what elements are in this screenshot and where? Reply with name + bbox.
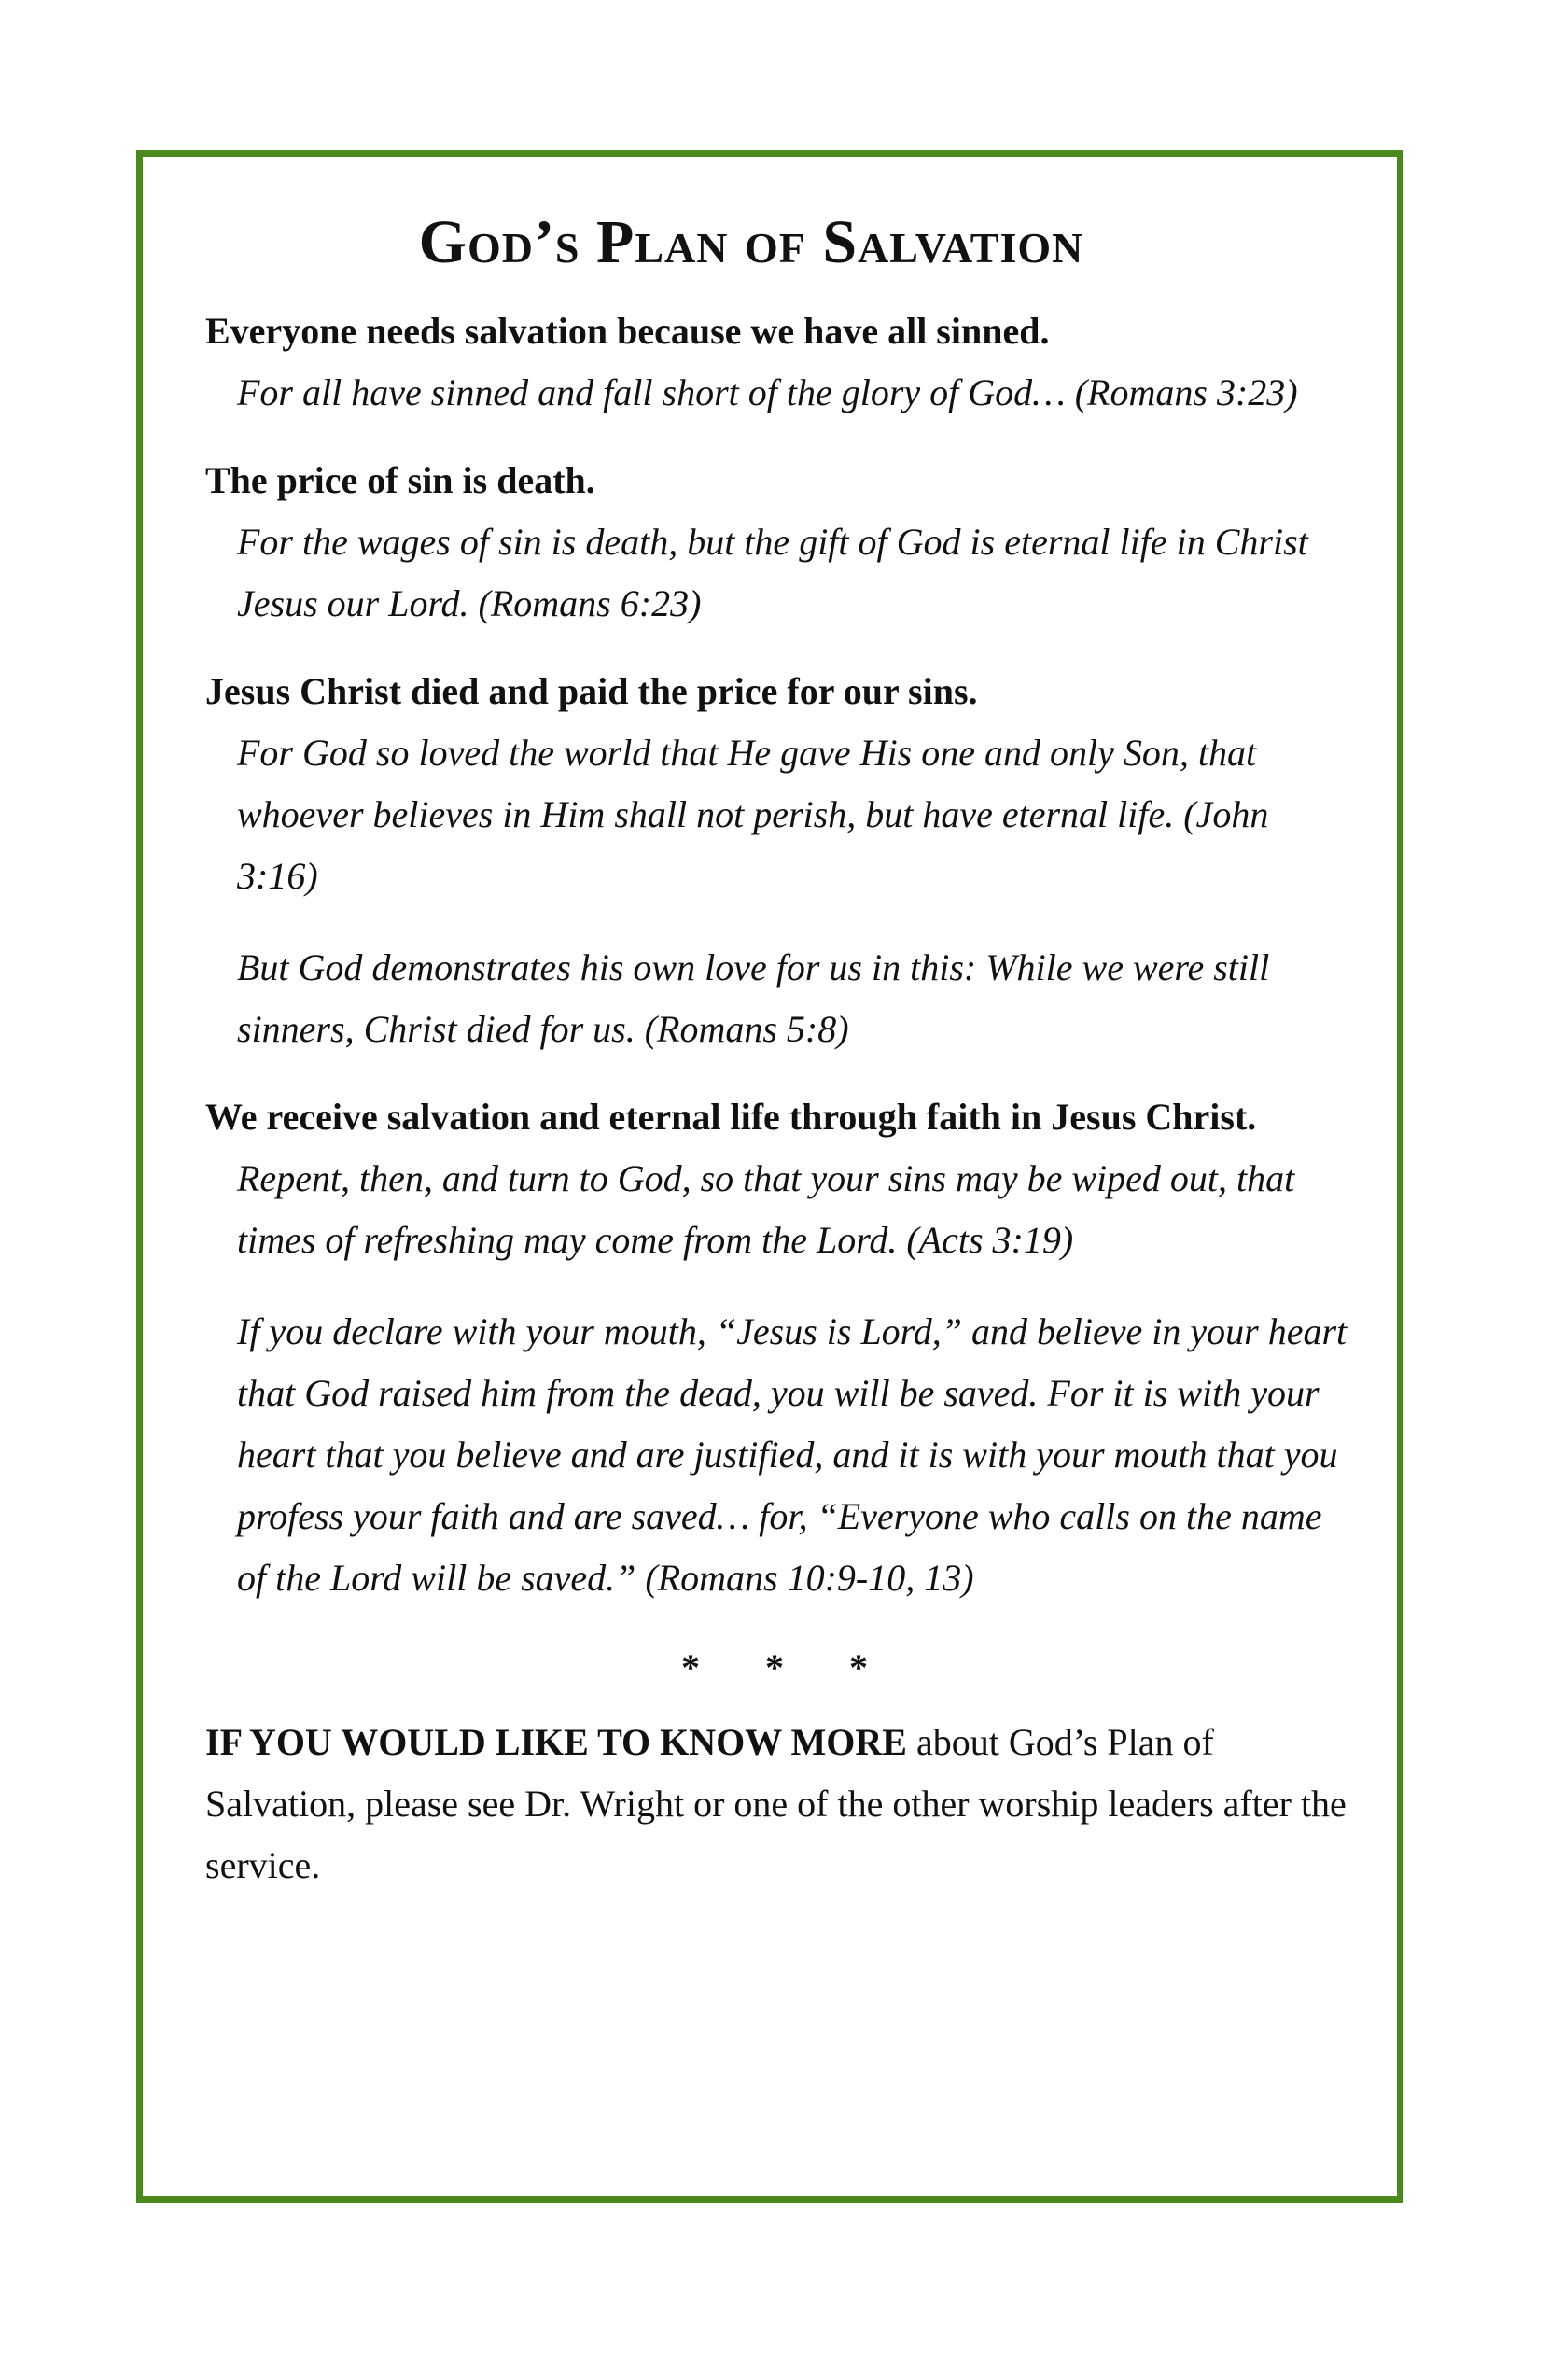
scripture-verse: For all have sinned and fall short of the glory of God… (Romans 3:23) xyxy=(237,371,1298,413)
section-heading: The price of sin is death. xyxy=(205,459,595,501)
page-title: God’s Plan of Salvation xyxy=(418,208,1084,276)
section-jesus-paid xyxy=(205,661,1353,1060)
salvation-card xyxy=(205,205,1353,1897)
section-heading: Jesus Christ died and paid the price for our sins. xyxy=(205,670,978,712)
section-heading: Everyone needs salvation because we have all sinned. xyxy=(205,310,1050,352)
section-price-of-sin xyxy=(205,450,1353,635)
scripture-verse: For God so loved the world that He gave His one and only Son, that whoever believes in Him shall not perish, but have eternal life. (John 3:16) xyxy=(237,732,1269,897)
section-sinned xyxy=(205,301,1353,424)
scripture-verse: But God demonstrates his own love for us in this: While we were still sinners, Christ died for us. (Romans 5:8) xyxy=(237,946,1270,1050)
scripture-verse: If you declare with your mouth, “Jesus is Lord,” and believe in your heart that God raised him from the dead, you will be saved. For it is with your heart that you believe and are justified, and it is with your mouth that you profess your faith and are saved… for, “Everyone who calls on the name of the Lord will be saved.” (Romans 10:9-10, 13) xyxy=(237,1310,1348,1599)
separator: * * * xyxy=(681,1646,896,1688)
scripture-verse: For the wages of sin is death, but the gift of God is eternal life in Christ Jesus our Lord. (Romans 6:23) xyxy=(237,521,1308,624)
section-faith xyxy=(205,1086,1353,1609)
scripture-verse: Repent, then, and turn to God, so that your sins may be wiped out, that times of refreshing may come from the Lord. (Acts 3:19) xyxy=(237,1157,1295,1261)
footer-text: about God’s Plan of Salvation, please see Dr. Wright or one of the other worship leaders after the service. xyxy=(205,1721,1347,1886)
footer-lead: IF YOU WOULD LIKE TO KNOW MORE xyxy=(205,1721,907,1763)
section-heading: We receive salvation and eternal life through faith in Jesus Christ. xyxy=(205,1096,1257,1138)
footer-note xyxy=(205,1712,1353,1897)
